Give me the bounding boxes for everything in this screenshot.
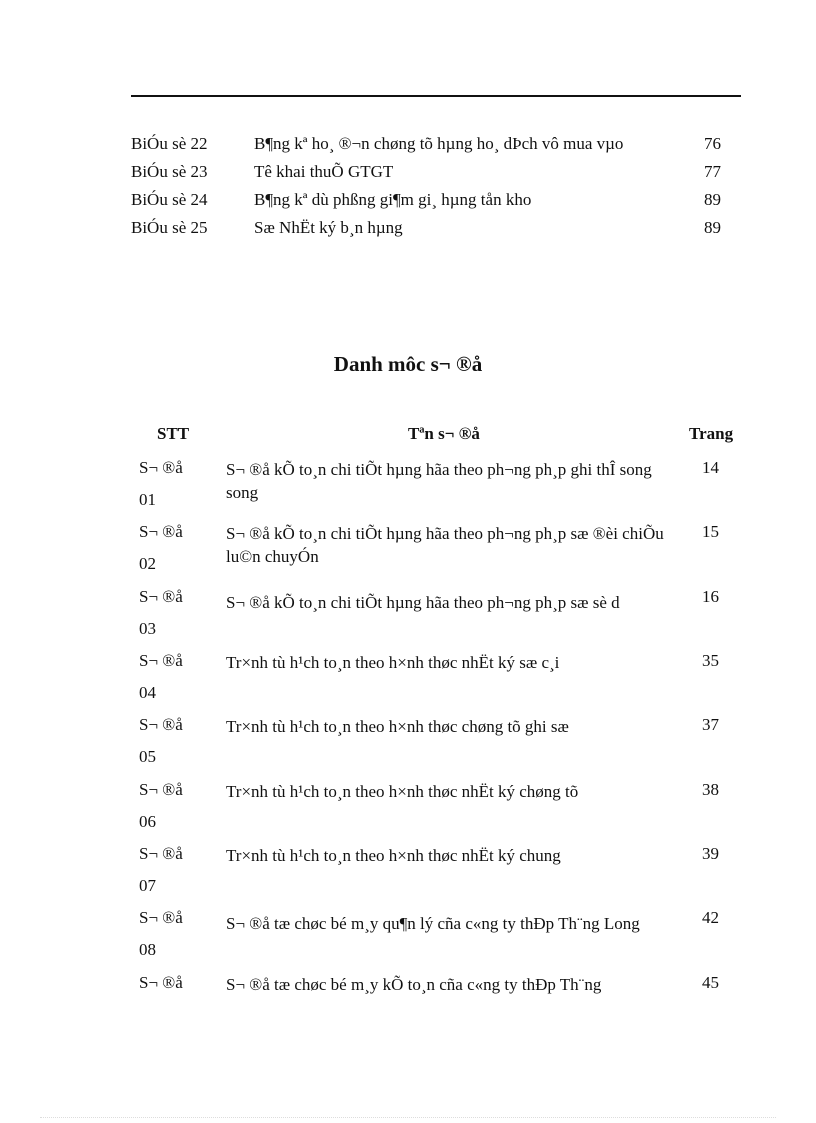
bieu-name: Sæ NhËt ký b¸n hµng	[254, 218, 403, 237]
row-code: S¬ ®å	[139, 458, 183, 477]
row-code: S¬ ®å	[139, 973, 183, 992]
row-page: 39	[702, 844, 719, 863]
row-number: 01	[139, 490, 156, 509]
bieu-row	[131, 162, 741, 190]
header-rule	[131, 95, 741, 97]
bieu-code: BiÓu sè 22	[131, 134, 208, 153]
row-name: Tr×nh tù h¹ch to¸n theo h×nh thøc nhËt ký sæ c¸i	[226, 653, 560, 672]
table-row	[0, 458, 816, 522]
row-code: S¬ ®å	[139, 522, 183, 541]
table-row	[0, 715, 816, 779]
bieu-row	[131, 134, 741, 162]
table-row	[0, 973, 816, 1037]
table-row	[0, 844, 816, 908]
row-code: S¬ ®å	[139, 908, 183, 927]
row-code: S¬ ®å	[139, 651, 183, 670]
bieu-name: B¶ng kª ho¸ ®¬n chøng tõ hµng ho¸ dÞch vô mua vµo	[254, 134, 624, 153]
table-row	[0, 522, 816, 586]
bieu-page: 89	[704, 218, 721, 237]
row-page: 35	[702, 651, 719, 670]
row-number: 06	[139, 812, 156, 831]
table-row	[0, 587, 816, 651]
row-name: Tr×nh tù h¹ch to¸n theo h×nh thøc nhËt ký chøng tõ	[226, 782, 579, 801]
row-name: S¬ ®å tæ chøc bé m¸y qu¶n lý cña c«ng ty thÐp Th¨ng Long	[226, 914, 640, 933]
table-row	[0, 780, 816, 844]
row-name: Tr×nh tù h¹ch to¸n theo h×nh thøc chøng tõ ghi sæ	[226, 717, 569, 736]
row-code: S¬ ®å	[139, 844, 183, 863]
header-stt: STT	[157, 424, 190, 443]
row-code: S¬ ®å	[139, 587, 183, 606]
row-name: S¬ ®å kÕ to¸n chi tiÕt hµng hãa theo ph¬ng ph¸p ghi thÎ song song	[226, 460, 652, 502]
row-name: S¬ ®å tæ chøc bé m¸y kÕ to¸n cña c«ng ty thÐp Th¨ng	[226, 975, 602, 994]
header-ten: Tªn s¬ ®å	[408, 424, 480, 443]
section-title: Danh môc s¬ ®å	[333, 352, 483, 376]
bieu-page: 89	[704, 190, 721, 209]
row-number: 07	[139, 876, 156, 895]
row-number: 05	[139, 747, 156, 766]
row-page: 42	[702, 908, 719, 927]
bieu-page: 77	[704, 162, 721, 181]
row-page: 14	[702, 458, 719, 477]
table-row	[0, 651, 816, 715]
bieu-code: BiÓu sè 24	[131, 190, 208, 209]
row-name: S¬ ®å kÕ to¸n chi tiÕt hµng hãa theo ph¬ng ph¸p sæ sè d	[226, 593, 620, 612]
row-number: 08	[139, 940, 156, 959]
bieu-page: 76	[704, 134, 721, 153]
row-number: 02	[139, 554, 156, 573]
bieu-name: B¶ng kª dù phßng gi¶m gi¸ hµng tån kho	[254, 190, 532, 209]
row-page: 15	[702, 522, 719, 541]
row-number: 03	[139, 619, 156, 638]
row-page: 45	[702, 973, 719, 992]
row-number: 04	[139, 683, 156, 702]
bieu-code: BiÓu sè 23	[131, 162, 208, 181]
row-code: S¬ ®å	[139, 715, 183, 734]
table-row	[0, 908, 816, 972]
header-trang: Trang	[689, 424, 734, 443]
bieu-row	[131, 218, 741, 246]
bieu-code: BiÓu sè 25	[131, 218, 208, 237]
row-name: S¬ ®å kÕ to¸n chi tiÕt hµng hãa theo ph¬ng ph¸p sæ ®èi chiÕu lu©n chuyÓn	[226, 524, 664, 566]
row-name: Tr×nh tù h¹ch to¸n theo h×nh thøc nhËt ký chung	[226, 846, 561, 865]
row-page: 38	[702, 780, 719, 799]
bieu-row	[131, 190, 741, 218]
row-page: 16	[702, 587, 719, 606]
page-bottom-edge	[40, 1117, 776, 1118]
bieu-name: Tê khai thuÕ GTGT	[254, 162, 394, 181]
row-page: 37	[702, 715, 719, 734]
row-code: S¬ ®å	[139, 780, 183, 799]
